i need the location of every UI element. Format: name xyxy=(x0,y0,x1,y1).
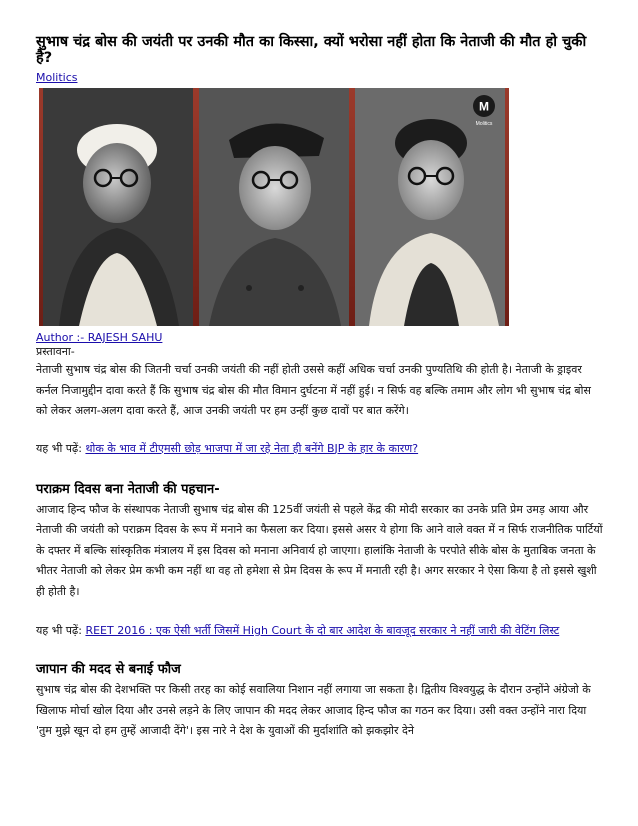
article xyxy=(36,34,604,742)
site-link[interactable]: Molitics xyxy=(36,71,78,84)
read-also-1-link[interactable]: थोक के भाव में टीएमसी छोड़ भाजपा में जा रहे नेता ही बनेंगे BJP के हार के कारण? xyxy=(85,441,419,455)
read-also-2 xyxy=(36,624,604,638)
read-also-2-prefix: यह भी पढ़ें: xyxy=(36,624,82,637)
portrait-center xyxy=(199,88,349,326)
portrait-left xyxy=(43,88,193,326)
section2-heading: जापान की मदद से बनाई फौज xyxy=(36,662,181,677)
read-also-1-prefix: यह भी पढ़ें: xyxy=(36,441,82,455)
intro-paragraph: नेताजी सुभाष चंद्र बोस की जितनी चर्चा उनकी जयंती की नहीं होती उससे कहीं अधिक चर्चा उनकी पुण्यतिथि की होती है। नेताजी के ड्राइवर कर्नल निजामुद्दीन दावा करते हैं कि सुभाष चंद्र बोस की मौत विमान दुर्घटना में नहीं हुई। न सिर्फ वह बल्कि तमाम और लोग भी सुभाष चंद्र बोस को लेकर अलग-अलग दावा करते हैं, आज उनकी जयंती पर हम उन्हीं कुछ दावों पर बात करेंगे। xyxy=(36,363,591,417)
hero-image xyxy=(39,88,509,326)
section1-paragraph: आजाद हिन्द फौज के संस्थापक नेताजी सुभाष चंद्र बोस की 125वीं जयंती से पहले केंद्र की मोदी सरकार का उनके प्रति प्रेम उमड़ आया और नेताजी की जयंती को पराक्रम दिवस के रूप में मनाने का फैसला कर दिया। इससे असर ये होगा कि आने वाले वक्त में न सिर्फ राजनीतिक पार्टियों के दफ्तर में बल्कि सांस्कृतिक मंत्रालय में इस दिवस को मनाना अनिवार्य हो जाएगा। हालांकि नेताजी के परपोते सीके बोस के मुताबिक जनता के भीतर नेताजी को लेकर प्रेम कभी कम नहीं था वह तो हमेशा से प्रेम दिवस के रूप में मनाती रही है। अगर सरकार ने ऐसा किया है तो इससे खुशी ही होती है। xyxy=(36,502,603,598)
logo-caption: Molitics xyxy=(475,121,493,127)
author-link[interactable]: Author :- RAJESH SAHU xyxy=(36,331,163,344)
section1-heading: पराक्रम दिवस बना नेताजी की पहचान- xyxy=(36,481,220,497)
article-title: सुभाष चंद्र बोस की जयंती पर उनकी मौत का किस्सा, क्यों भरोसा नहीं होता कि नेताजी की मौत हो चुकी है? xyxy=(36,34,587,66)
molitics-logo xyxy=(473,95,495,127)
intro-label: प्रस्तावना- xyxy=(36,345,75,358)
read-also-2-link[interactable]: REET 2016 : एक ऐसी भर्ती जिसमें High Court के दो बार आदेश के बावजूद सरकार ने नहीं जारी की वेटिंग लिस्ट xyxy=(85,624,560,637)
hero-collage-svg xyxy=(39,88,509,326)
section2-paragraph: सुभाष चंद्र बोस की देशभक्ति पर किसी तरह का कोई सवालिया निशान नहीं लगाया जा सकता है। द्वितीय विश्वयुद्ध के दौरान उन्होंने अंग्रेजो के खिलाफ मोर्चा खोल दिया और उनसे लड़ने के लिए जापान की मदद लेकर आजाद हिन्द फौज का गठन कर दिया। उसी वक्त उन्होंने नारा दिया 'तुम मुझे खून दो हम तुम्हें आजादी देंगे'। इस नारे ने देश के युवाओं की मुर्दाशांति को झकझोर देने xyxy=(36,683,591,737)
logo-letter: M xyxy=(479,99,489,114)
read-also-1 xyxy=(36,442,604,456)
